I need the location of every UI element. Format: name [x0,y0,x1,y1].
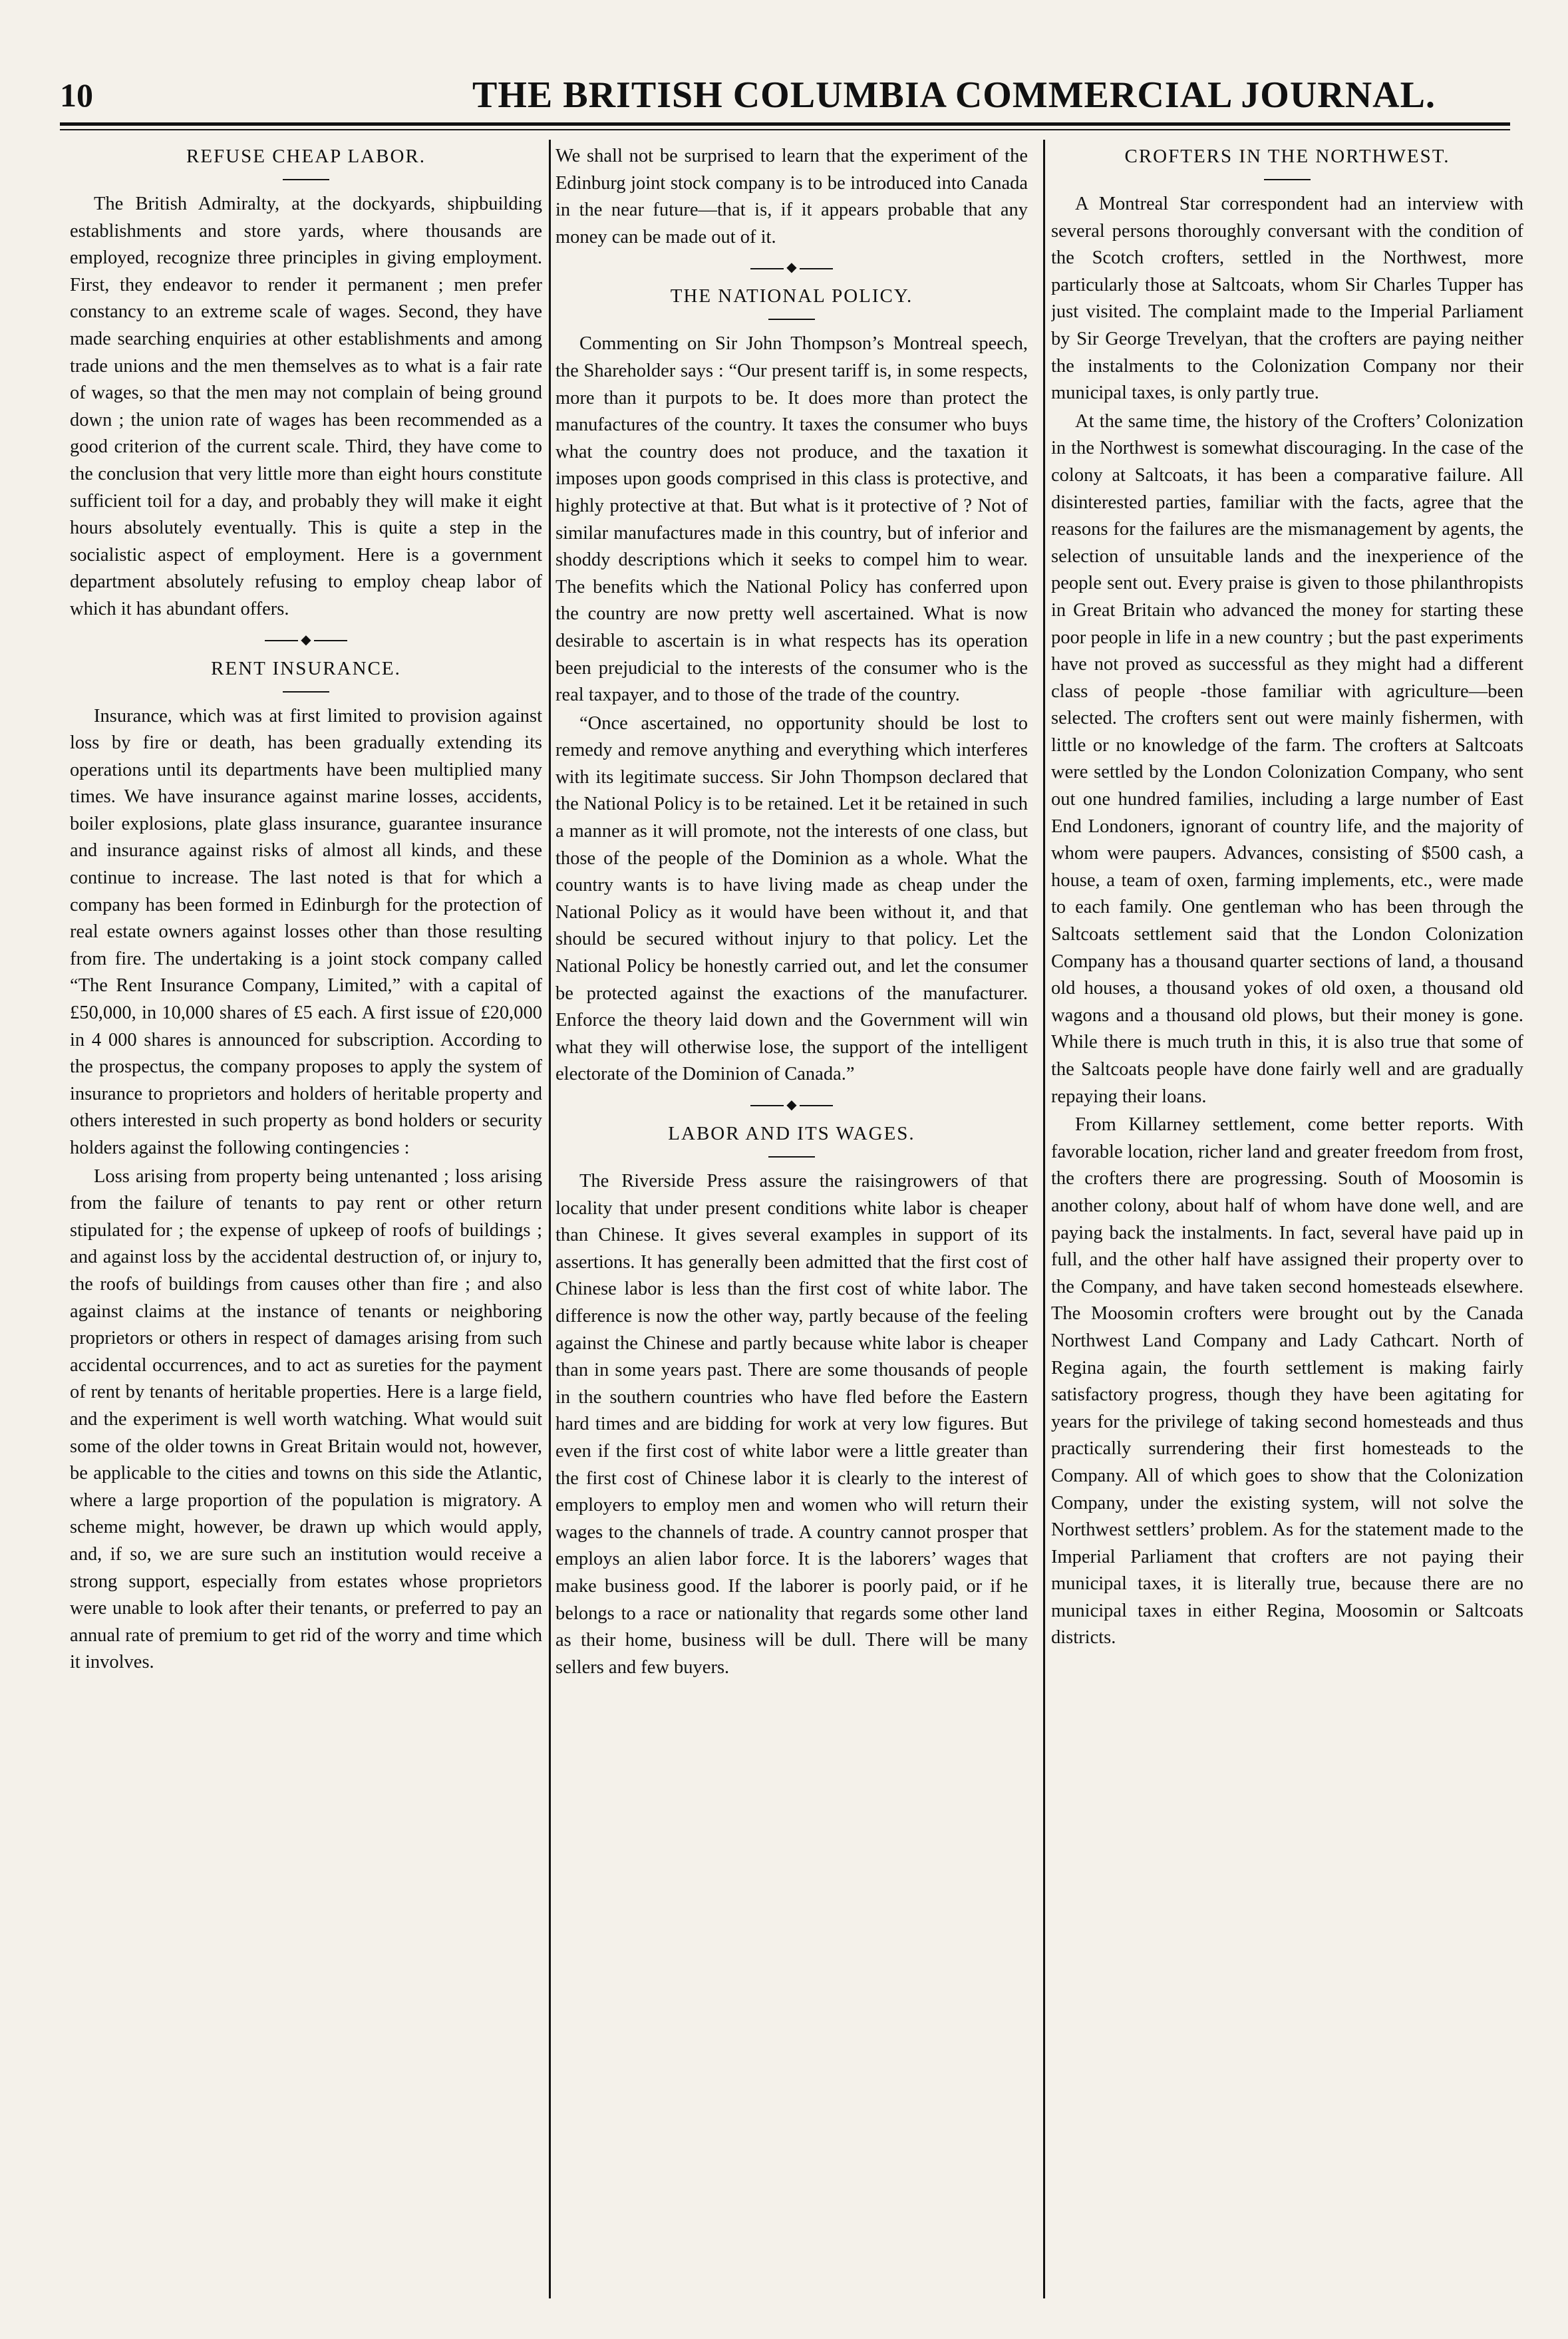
section-ornament: ◆ [555,1096,1028,1114]
column-2 [555,143,1028,2305]
article-heading: RENT INSURANCE. [211,657,401,679]
column-divider [549,140,551,2298]
heading-dash [283,691,329,693]
article-heading: THE NATIONAL POLICY. [670,285,913,307]
masthead-rule [60,122,1510,126]
article-paragraph: The Riverside Press assure the raisingrowers of that locality that under present conditions white labor is cheaper than Chinese. It gives several examples in support of its assertions. It has generally been admitted that the first cost of Chinese labor is less than the first cost of white labor. The difference is now the other way, partly because of the feeling against the Chinese and partly because white labor is cheaper than in some years past. There are some thousands of people in the southern countries who have fled before the Eastern hard times and are bidding for work at very low figures. But even if the first cost of white labor were a little greater than the first cost of Chinese labor it is clearly to the interest of employers to employ men and women who will return their wages to the channels of trade. A country cannot prosper that employs an alien labor force. It is the laborers’ wages that make business good. If the laborer is poorly paid, or if he belongs to a race or nationality that regards some other land as their home, business will be dull. There will be many sellers and few buyers. [555,1171,1028,1678]
heading-dash [768,319,815,320]
heading-dash [1264,179,1311,180]
article-heading: REFUSE CHEAP LABOR. [186,146,426,167]
column-divider [1043,140,1045,2298]
heading-dash [283,179,329,180]
article-continuation: We shall not be surprised to learn that the experiment of the Edinburg joint stock company is to be introduced into Canada in the near future—that is, if it appears probable that any money can be made out of it. [555,146,1028,247]
article-paragraph: The British Admiralty, at the dockyards, shipbuilding establishments and store yards, where thousands are employed, recognize three principles in giving employment. First, they endeavor to render it permanent ; men prefer constancy to an extreme scale of wages. Second, they have made searching enquiries at other establishments and among trade unions and the men themselves as to what is a fair rate of wages, so that the men may not complain of being ground down ; the union rate of wages has been recommended as a good criterion of the current scale. Third, they have come to the conclusion that very little more than eight hours constitute sufficient toil for a day, and probably they will make it eight hours absolutely eventually. This is quite a step in the socialistic aspect of employment. Here is a government department absolutely refusing to employ cheap labor of which it has abundant offers. [70,194,542,619]
section-ornament: ◆ [555,259,1028,276]
masthead [60,72,1510,118]
article-paragraph: Loss arising from property being untenanted ; loss arising from the failure of tenants to pay rent or other return stipulated for ; the expense of upkeep of roofs of buildings ; and against loss by the accidental destruction of, or injury to, the roofs of buildings from causes other than fire ; and also against claims at the instance of tenants or neighboring proprietors or others in respect of damages arising from such accidental occurrences, and to act as sureties for the payment of rent by tenants of heritable properties. Here is a large field, and the experiment is well worth watching. What would suit some of the older towns in Great Britain would not, however, be applicable to the cities and towns on this side the Atlantic, where a large proportion of the population is migratory. A scheme might, however, be drawn up which would apply, and, if so, we are sure such an institution would receive a strong support, especially from estates whose proprietors were unable to look after their tenants, or preferred to pay an annual rate of premium to get rid of the worry and time which it involves. [70,1166,542,1673]
journal-title: THE BRITISH COLUMBIA COMMERCIAL JOURNAL. [472,75,1436,116]
article-heading: LABOR AND ITS WAGES. [668,1123,915,1144]
article-paragraph: Insurance, which was at first limited to provision against loss by fire or death, has been gradually extending its operations until its departments have been multiplied many times. We have insurance against marine losses, accidents, boiler explosions, plate glass insurance, guarantee insurance and insurance against risks of almost all kinds, and these continue to increase. The last noted is that for which a company has been formed in Edinburgh for the protection of real estate owners against losses other than those resulting from fire. The undertaking is a joint stock company called “The Rent Insurance Company, Limited,” with a capital of £50,000, in 10,000 shares of £5 each. A first issue of £20,000 in 4 000 shares is announced for subscription. According to the prospectus, the company proposes to apply the system of insurance to proprietors and holders of heritable property and others interested in such property as bond holders or security holders against the following contingencies : [70,705,542,1158]
article-paragraph: Commenting on Sir John Thompson’s Montreal speech, the Shareholder says : “Our present tariff is, in some respects, more than it purpots to be. It does more than protect the manufactures of the country. It taxes the consumer who buys what the country does not produce, and the taxation it imposes upon goods comprised in this class is protective, and highly protective at that. But what is it protective of ? Not of similar manufactures made in this country, but of inferior and shoddy descriptions which it seeks to compel him to wear. The benefits which the National Policy has conferred upon the country are now pretty well ascertained. What is now desirable to ascertain is in what respects has its operation been prejudicial to the interests of the consumer who is the real taxpayer, and to those of the trade of the country. [555,333,1028,706]
section-ornament: ◆ [70,631,542,649]
article-heading: CROFTERS IN THE NORTHWEST. [1124,146,1450,167]
page-number: 10 [60,77,93,114]
article-paragraph: At the same time, the history of the Crofters’ Colonization in the Northwest is somewhat discouraging. In the case of the colony at Saltcoats, it has been a comparative failure. All disinterested parties, familiar with the facts, agree that the reasons for the failures are the mismanagement by agents, the selection of unsuitable lands and the inexperience of the people sent out. Every praise is given to those philanthropists in Great Britain who advanced the money for starting these poor people in life in a new country ; but the past experiments have not proved as successful as they might had a different class of people -those familiar with agriculture—been selected. The crofters sent out were mainly fishermen, with little or no knowledge of the farm. The crofters at Saltcoats were settled by the London Colonization Company, who sent out one hundred families, including a large number of East End Londoners, ignorant of country life, and the majority of whom were paupers. Advances, consisting of $500 cash, a house, a team of oxen, farming implements, etc., were made to each family. One gentleman who has been through the Saltcoats settlement said that the London Colonization Company has a thousand quarter sections of land, a thousand old houses, a thousand yokes of old oxen, a thousand old wagons and a thousand old plows, but their money is gone. While there is much truth in this, it is also true that some of the Saltcoats people have done fairly well and are gradually repaying their loans. [1051,410,1523,1107]
article-paragraph: A Montreal Star correspondent had an interview with several persons thoroughly conversant with the condition of the Scotch crofters, settled in the Northwest, more particularly those at Saltcoats, whom Sir Charles Tupper has just visited. The complaint made to the Imperial Parliament by Sir George Trevelyan, that the crofters are paying neither the instalments to the Colonization Company nor their municipal taxes, is only partly true. [1051,194,1523,404]
heading-dash [768,1156,815,1158]
article-paragraph: “Once ascertained, no opportunity should be lost to remedy and remove anything and everything which interferes with its legitimate success. Sir John Thompson declared that the National Policy is to be retained. Let it be retained in such a manner as it will promote, not the interests of one class, but those of the people of the Dominion as a whole. What the country wants is to have living made as cheap under the National Policy as it would have been without it, and that should be secured without injury to that policy. Let the National Policy be honestly carried out, and let the consumer be protected against the exactions of the manufacturer. Enforce the theory laid down and the Government will win what they will otherwise lose, the support of the intelligent electorate of the Dominion of Canada.” [555,712,1028,1085]
article-paragraph: From Killarney settlement, come better reports. With favorable location, richer land and greater freedom from frost, the crofters there are progressing. South of Moosomin is another colony, about half of whom have done well, and are paying back the instalments. In fact, several have paid up in full, and the other half have assigned their property over to the Company, and have taken second homesteads elsewhere. The Moosomin crofters were brought out by the Canada Northwest Land Company and Lady Cathcart. North of Regina again, the fourth settlement is making fairly satisfactory progress, though they have been agitating for years for the privilege of taking second homesteads and thus practically surrendering their first homesteads to the Company. All of which goes to show that the Colonization Company, under the existing system, will not solve the Northwest settlers’ problem. As for the statement made to the Imperial Parliament that crofters are not paying their municipal taxes, it is literally true, because there are no municipal taxes in either Regina, Moosomin or Saltcoats districts. [1051,1114,1523,1648]
column-1 [70,143,542,2305]
masthead-rule-thin [60,129,1510,130]
column-3 [1051,143,1523,2305]
